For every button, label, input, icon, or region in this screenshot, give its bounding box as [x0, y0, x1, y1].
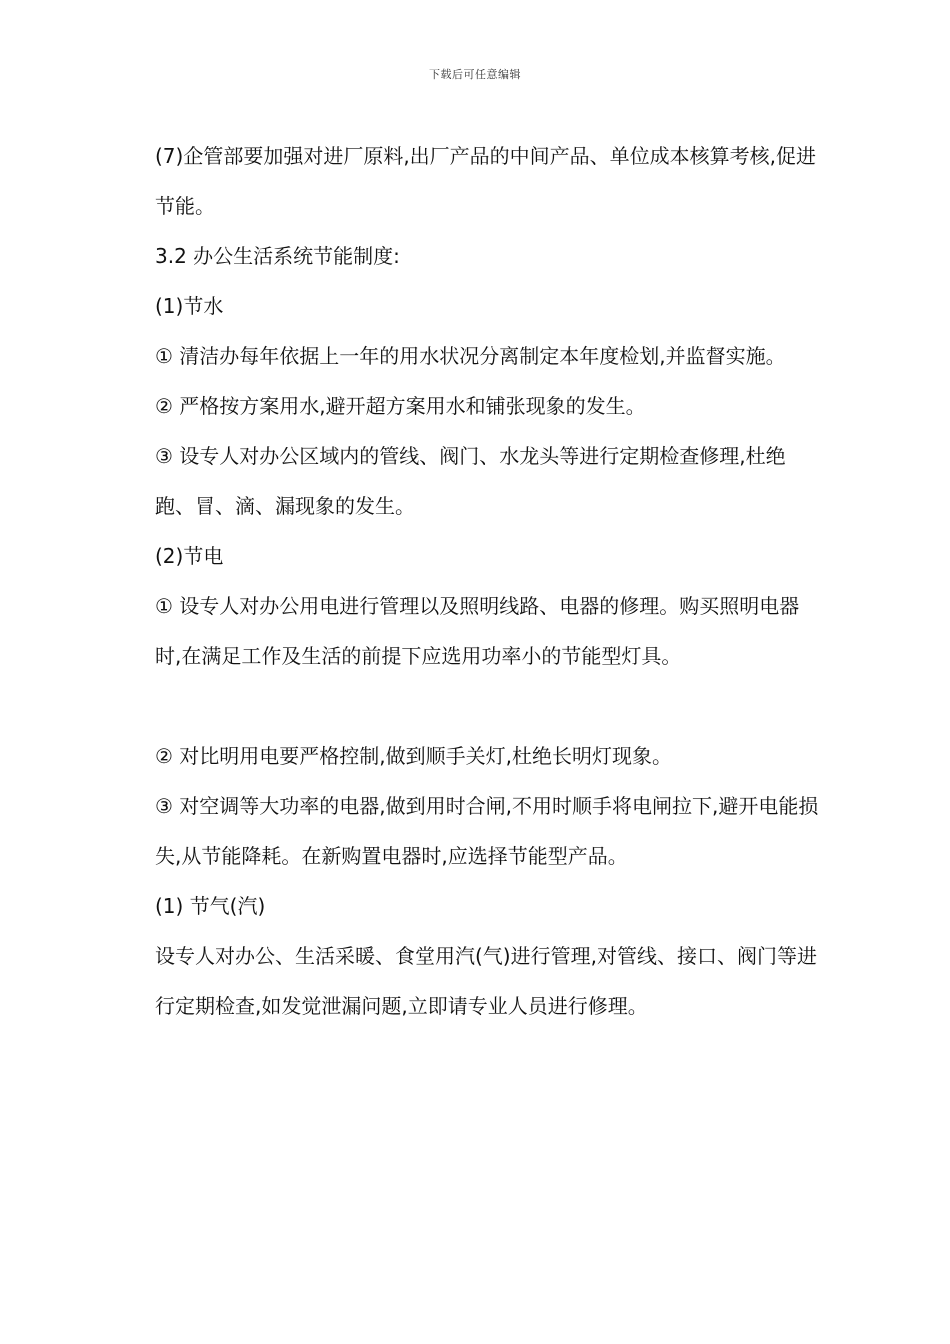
subheading-water-saving: (1)节水: [155, 294, 224, 318]
paragraph-enterprise-management: (7)企管部要加强对进厂原料,出厂产品的中间产品、单位成本核算考核,促进节能。: [155, 144, 817, 218]
blank-line: [145, 681, 825, 731]
subheading-electricity-saving: (2)节电: [155, 544, 224, 568]
paragraph-lighting-control: ② 对比明用电要严格控制,做到顺手关灯,杜绝长明灯现象。: [155, 744, 673, 768]
paragraph-water-usage: ② 严格按方案用水,避开超方案用水和铺张现象的发生。: [155, 394, 646, 418]
paragraph-gas-management: 设专人对办公、生活采暖、食堂用汽(气)进行管理,对管线、接口、阀门等进行定期检查,如发觉泄漏问题,立即请专业人员进行修理。: [155, 944, 817, 1018]
paragraph-water-inspection: ③ 设专人对办公区域内的管线、阀门、水龙头等进行定期检查修理,杜绝跑、冒、滴、漏现象的发生。: [155, 444, 786, 518]
paragraph-air-conditioning: ③ 对空调等大功率的电器,做到用时合闸,不用时顺手将电闸拉下,避开电能损失,从节能降耗。在新购置电器时,应选择节能型产品。: [155, 794, 819, 868]
section-heading-office-energy: 3.2 办公生活系统节能制度:: [155, 244, 400, 268]
subheading-gas-saving: (1) 节气(汽): [155, 894, 266, 918]
page-header: 下载后可任意编辑: [429, 68, 521, 81]
paragraph-water-plan: ① 清洁办每年依据上一年的用水状况分离制定本年度检划,并监督实施。: [155, 344, 786, 368]
document-body: [145, 131, 825, 1031]
paragraph-electricity-management: ① 设专人对办公用电进行管理以及照明线路、电器的修理。购买照明电器时,在满足工作及生活的前提下应选用功率小的节能型灯具。: [155, 594, 800, 668]
